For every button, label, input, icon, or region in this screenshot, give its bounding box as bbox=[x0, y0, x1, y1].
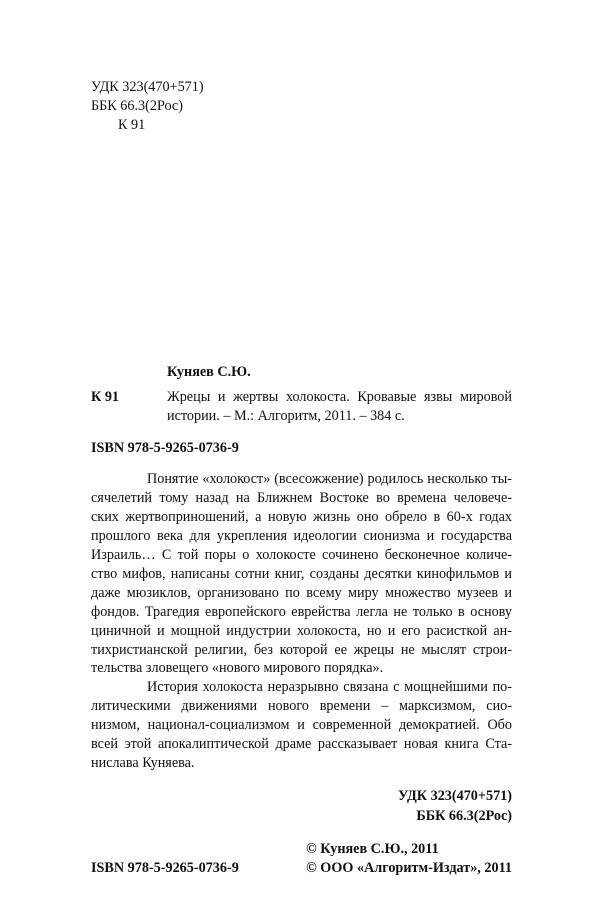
isbn: ISBN 978-5-9265-0736-9 bbox=[91, 440, 239, 457]
bottom-row bbox=[91, 840, 512, 878]
annotation-line: тельства зловещего «нового мирового порядка». bbox=[91, 660, 384, 677]
entry-title-line: истории. – М.: Алгоритм, 2011. – 384 с. bbox=[167, 407, 405, 424]
annotation-line: ство мифов, написаны сотни книг, созданы десятки кинофильмов и bbox=[91, 565, 512, 582]
annotation-line: циничной и мощной индустрии холокоста, но и его расисткой ан- bbox=[91, 622, 512, 639]
annotation-line: прошлого века для укрепления идеологии сионизма и государства bbox=[91, 528, 512, 545]
copyright-publisher: © ООО «Алгоритм-Издат», 2011 bbox=[306, 859, 512, 876]
entry-title-line: Жрецы и жертвы холокоста. Кровавые язвы мировой bbox=[167, 388, 512, 405]
bottom-isbn: ISBN 978-5-9265-0736-9 bbox=[91, 859, 239, 876]
bottom-index bbox=[91, 787, 512, 826]
bbk-code: ББК 66.3(2Рос) bbox=[91, 97, 183, 114]
bottom-bbk: ББК 66.3(2Рос) bbox=[416, 807, 512, 824]
annotation-line: тихристианской религии, без которой ее жрецы не мыслят строи- bbox=[91, 641, 512, 658]
annotation-line: всей этой апокалиптической драме рассказывает новая книга Ста- bbox=[91, 736, 512, 753]
annotation-line: Израиль… С той поры о холокосте сочинено бесконечное количе- bbox=[91, 546, 512, 563]
annotation-line: низмом, национал-социализмом и современной демократией. Обо bbox=[91, 717, 512, 734]
entry-mark: К 91 bbox=[91, 388, 120, 405]
bottom-udk: УДК 323(470+571) bbox=[398, 787, 512, 804]
annotation-line: фондов. Трагедия европейского еврейства легла не только в основу bbox=[91, 603, 512, 620]
annotation-line: нислава Куняева. bbox=[91, 754, 195, 771]
annotation-line: История холокоста неразрывно связана с мощнейшими по- bbox=[147, 679, 512, 696]
annotation-line: литическими движениями нового времени – марксизмом, сио- bbox=[91, 698, 512, 715]
annotation-line: ских жертвоприношений, а новую жизнь оно обрело в 60-х годах bbox=[91, 509, 512, 526]
top-index bbox=[91, 78, 512, 135]
annotation bbox=[91, 470, 512, 773]
annotation-line: сячелетий тому назад на Ближнем Востоке во времена человече- bbox=[91, 490, 512, 507]
author-mark: К 91 bbox=[118, 116, 146, 133]
copyright-author: © Куняев С.Ю., 2011 bbox=[306, 840, 439, 857]
annotation-line: Понятие «холокост» (всесожжение) родилось несколько ты- bbox=[147, 471, 512, 488]
udk-code: УДК 323(470+571) bbox=[91, 79, 204, 95]
catalog-entry bbox=[91, 363, 512, 426]
annotation-line: даже мюзиклов, организовано по всему миру множество музеев и bbox=[91, 584, 512, 601]
entry-author: Куняев С.Ю. bbox=[167, 363, 251, 380]
copyright bbox=[294, 840, 512, 878]
